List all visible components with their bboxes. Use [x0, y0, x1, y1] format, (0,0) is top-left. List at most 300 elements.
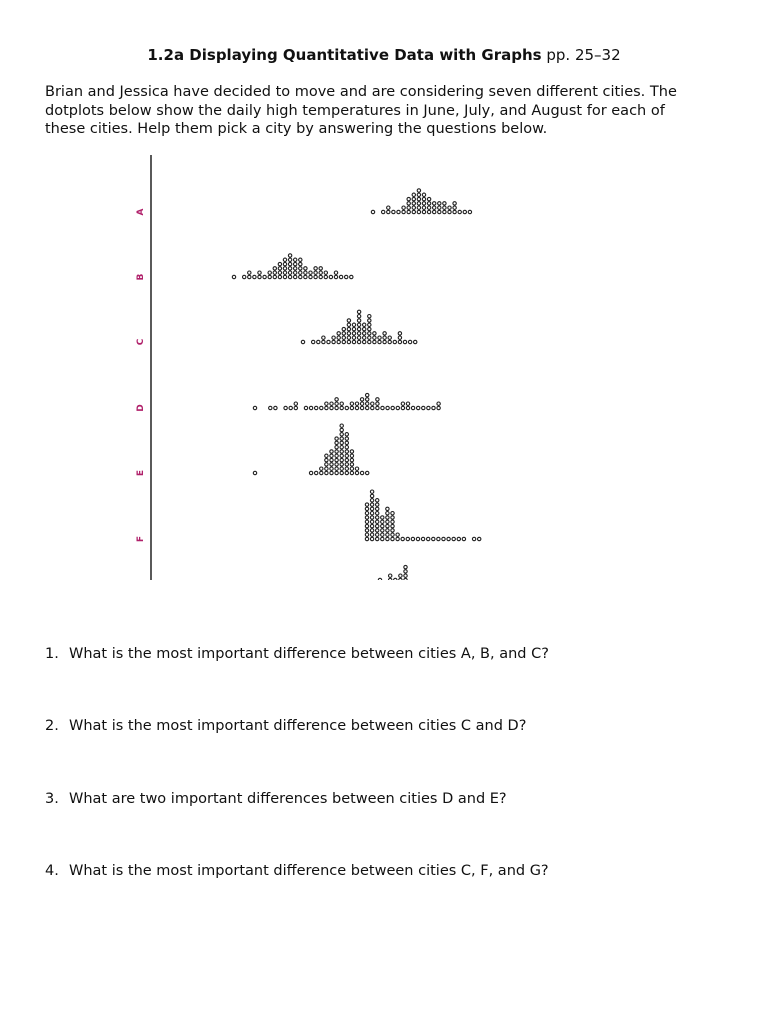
series-label-a: A: [136, 208, 146, 216]
dot-e: [345, 450, 348, 453]
dot-d: [253, 406, 256, 409]
dot-c: [342, 340, 345, 343]
dot-g: [404, 565, 407, 568]
dot-b: [283, 271, 286, 274]
dot-f: [386, 529, 389, 532]
dot-f: [381, 524, 384, 527]
question-number: 3.: [45, 791, 59, 807]
dot-e: [345, 471, 348, 474]
dot-e: [309, 471, 312, 474]
dot-b: [273, 267, 276, 270]
dot-c: [337, 332, 340, 335]
dot-d: [366, 406, 369, 409]
dot-f: [370, 490, 373, 493]
dotplot-figure: [0, 150, 768, 590]
dot-e: [330, 471, 333, 474]
dot-f: [386, 533, 389, 536]
dot-f: [391, 529, 394, 532]
dot-f: [376, 520, 379, 523]
dot-b: [268, 275, 271, 278]
dot-d: [274, 406, 277, 409]
dot-f: [386, 524, 389, 527]
question-number: 2.: [45, 718, 59, 734]
dot-a: [417, 206, 420, 209]
dot-c: [347, 340, 350, 343]
dot-f: [472, 537, 475, 540]
dot-e: [340, 441, 343, 444]
dot-c: [378, 340, 381, 343]
dot-f: [381, 533, 384, 536]
dot-b: [273, 271, 276, 274]
dot-e: [340, 433, 343, 436]
dot-e: [350, 463, 353, 466]
dot-d: [366, 402, 369, 405]
dot-b: [304, 267, 307, 270]
dot-f: [365, 520, 368, 523]
question-3: [45, 790, 507, 808]
dot-g: [389, 578, 392, 581]
dot-f: [381, 520, 384, 523]
dot-b: [299, 275, 302, 278]
dot-a: [387, 210, 390, 213]
dot-e: [340, 458, 343, 461]
dot-b: [304, 271, 307, 274]
dot-f: [365, 503, 368, 506]
dot-d: [269, 406, 272, 409]
dot-e: [325, 471, 328, 474]
dot-e: [340, 437, 343, 440]
question-4: [45, 862, 549, 880]
dot-f: [457, 537, 460, 540]
dot-e: [345, 467, 348, 470]
dot-e: [325, 463, 328, 466]
dot-c: [357, 327, 360, 330]
dot-f: [406, 537, 409, 540]
dot-d: [396, 406, 399, 409]
dot-d: [401, 402, 404, 405]
dot-b: [299, 262, 302, 265]
dot-c: [373, 340, 376, 343]
dot-f: [370, 503, 373, 506]
dot-g: [404, 570, 407, 573]
dot-c: [388, 340, 391, 343]
dot-a: [443, 202, 446, 205]
dot-e: [315, 471, 318, 474]
dot-a: [407, 206, 410, 209]
dot-d: [437, 402, 440, 405]
dot-d: [355, 402, 358, 405]
dot-f: [365, 537, 368, 540]
dot-e: [335, 441, 338, 444]
dot-f: [421, 537, 424, 540]
dot-f: [386, 520, 389, 523]
dot-c: [347, 332, 350, 335]
dot-e: [350, 454, 353, 457]
dot-a: [407, 197, 410, 200]
dot-f: [386, 512, 389, 515]
dot-g: [378, 578, 381, 581]
dot-d: [325, 406, 328, 409]
dot-d: [335, 398, 338, 401]
dot-f: [376, 507, 379, 510]
dot-c: [398, 340, 401, 343]
dot-f: [376, 529, 379, 532]
dot-e: [325, 467, 328, 470]
dot-d: [315, 406, 318, 409]
dot-d: [401, 406, 404, 409]
question-text: What is the most important difference between cities C, F, and G?: [69, 863, 549, 879]
dot-c: [368, 340, 371, 343]
question-2: [45, 717, 526, 735]
dot-b: [278, 275, 281, 278]
dot-f: [365, 512, 368, 515]
dot-g: [399, 574, 402, 577]
intro-line: dotplots below show the daily high temperatures in June, July, and August for each of: [45, 102, 665, 119]
dot-f: [370, 537, 373, 540]
dot-c: [373, 336, 376, 339]
dot-f: [365, 524, 368, 527]
dot-c: [363, 336, 366, 339]
dot-f: [427, 537, 430, 540]
dot-f: [370, 499, 373, 502]
series-label-f: F: [136, 535, 146, 543]
dot-a: [453, 206, 456, 209]
dot-d: [376, 406, 379, 409]
dot-e: [345, 463, 348, 466]
dot-a: [407, 202, 410, 205]
dot-d: [366, 393, 369, 396]
dot-d: [360, 398, 363, 401]
dot-e: [335, 458, 338, 461]
dot-e: [335, 454, 338, 457]
dot-a: [412, 202, 415, 205]
dot-b: [273, 275, 276, 278]
dot-a: [443, 206, 446, 209]
dot-c: [357, 315, 360, 318]
dot-c: [357, 332, 360, 335]
dot-b: [258, 275, 261, 278]
dot-f: [391, 516, 394, 519]
dot-f: [381, 529, 384, 532]
question-number: 1.: [45, 646, 59, 662]
dot-f: [370, 524, 373, 527]
dot-e: [355, 471, 358, 474]
dot-c: [398, 332, 401, 335]
dot-d: [294, 406, 297, 409]
dot-c: [332, 340, 335, 343]
dot-c: [383, 332, 386, 335]
question-text: What are two important differences between cities D and E?: [69, 791, 507, 807]
dot-e: [330, 467, 333, 470]
dot-d: [335, 406, 338, 409]
dot-f: [376, 512, 379, 515]
dot-d: [376, 402, 379, 405]
series-label-c: C: [136, 338, 146, 346]
dot-b: [258, 271, 261, 274]
dot-c: [383, 340, 386, 343]
dot-c: [347, 336, 350, 339]
dot-f: [386, 516, 389, 519]
dot-c: [317, 340, 320, 343]
series-label-e: E: [136, 469, 146, 477]
dot-b: [304, 275, 307, 278]
dot-d: [432, 406, 435, 409]
dot-a: [427, 197, 430, 200]
dot-b: [299, 271, 302, 274]
dot-d: [350, 402, 353, 405]
dot-b: [278, 271, 281, 274]
dot-c: [388, 336, 391, 339]
dot-a: [417, 193, 420, 196]
dot-d: [417, 406, 420, 409]
dot-c: [337, 340, 340, 343]
dot-d: [325, 402, 328, 405]
dot-c: [357, 323, 360, 326]
dot-b: [248, 271, 251, 274]
dot-b: [232, 275, 235, 278]
dot-d: [360, 402, 363, 405]
dot-a: [458, 210, 461, 213]
dot-e: [345, 446, 348, 449]
dot-a: [397, 210, 400, 213]
dot-c: [368, 332, 371, 335]
dot-a: [412, 193, 415, 196]
dot-b: [283, 267, 286, 270]
dot-b: [294, 271, 297, 274]
dot-e: [345, 458, 348, 461]
dot-c: [403, 340, 406, 343]
dot-d: [289, 406, 292, 409]
dot-a: [387, 206, 390, 209]
dot-b: [243, 275, 246, 278]
dot-e: [325, 458, 328, 461]
dot-e: [320, 467, 323, 470]
dot-d: [309, 406, 312, 409]
dot-b: [299, 267, 302, 270]
dot-e: [330, 450, 333, 453]
dot-d: [437, 406, 440, 409]
intro-paragraph: [45, 83, 735, 139]
dot-f: [370, 533, 373, 536]
dot-f: [452, 537, 455, 540]
dot-a: [443, 210, 446, 213]
dot-d: [422, 406, 425, 409]
dot-f: [391, 533, 394, 536]
question-number: 4.: [45, 863, 59, 879]
dot-e: [350, 450, 353, 453]
dot-f: [381, 516, 384, 519]
dot-f: [391, 524, 394, 527]
dot-e: [340, 454, 343, 457]
dot-a: [392, 210, 395, 213]
dot-c: [357, 319, 360, 322]
dot-d: [330, 402, 333, 405]
dot-d: [284, 406, 287, 409]
dot-b: [288, 271, 291, 274]
dot-f: [478, 537, 481, 540]
dot-f: [370, 507, 373, 510]
dot-c: [342, 336, 345, 339]
dot-a: [412, 210, 415, 213]
dot-b: [288, 267, 291, 270]
dot-c: [363, 327, 366, 330]
dot-e: [345, 433, 348, 436]
dot-c: [347, 323, 350, 326]
dot-f: [391, 520, 394, 523]
dot-a: [382, 210, 385, 213]
intro-line: Brian and Jessica have decided to move and are considering seven different cities. The: [45, 84, 677, 100]
dot-f: [442, 537, 445, 540]
dot-b: [309, 275, 312, 278]
dot-c: [393, 340, 396, 343]
dot-e: [340, 467, 343, 470]
dot-d: [355, 406, 358, 409]
dot-e: [355, 467, 358, 470]
dot-a: [438, 206, 441, 209]
dot-c: [368, 323, 371, 326]
dot-c: [368, 319, 371, 322]
dot-b: [350, 275, 353, 278]
dot-c: [337, 336, 340, 339]
dot-f: [432, 537, 435, 540]
dot-b: [263, 275, 266, 278]
dot-a: [468, 210, 471, 213]
dot-b: [253, 275, 256, 278]
dot-d: [381, 406, 384, 409]
dot-a: [422, 210, 425, 213]
dot-c: [368, 327, 371, 330]
dot-d: [406, 402, 409, 405]
dot-b: [314, 267, 317, 270]
dot-a: [422, 202, 425, 205]
dot-f: [401, 537, 404, 540]
dot-c: [363, 323, 366, 326]
dot-a: [422, 193, 425, 196]
dot-a: [438, 210, 441, 213]
dot-b: [314, 275, 317, 278]
dot-e: [330, 454, 333, 457]
dot-g: [394, 578, 397, 581]
dot-d: [340, 402, 343, 405]
dot-d: [406, 406, 409, 409]
series-label-d: D: [136, 404, 146, 412]
dot-b: [324, 275, 327, 278]
dot-g: [389, 574, 392, 577]
dot-e: [340, 463, 343, 466]
dot-c: [301, 340, 304, 343]
dot-a: [417, 210, 420, 213]
dot-e: [330, 458, 333, 461]
dot-b: [248, 275, 251, 278]
dot-f: [391, 512, 394, 515]
dot-a: [448, 210, 451, 213]
dot-f: [370, 529, 373, 532]
dot-b: [288, 275, 291, 278]
dot-a: [417, 202, 420, 205]
dot-f: [370, 512, 373, 515]
dot-a: [402, 210, 405, 213]
dot-d: [360, 406, 363, 409]
dot-c: [347, 319, 350, 322]
dot-f: [396, 533, 399, 536]
dot-c: [352, 340, 355, 343]
dot-a: [433, 206, 436, 209]
dot-e: [350, 471, 353, 474]
dot-e: [335, 471, 338, 474]
dot-c: [363, 332, 366, 335]
dot-a: [463, 210, 466, 213]
dot-e: [340, 424, 343, 427]
dot-f: [462, 537, 465, 540]
dot-e: [335, 467, 338, 470]
series-label-b: B: [136, 273, 146, 281]
dot-b: [334, 271, 337, 274]
dot-b: [268, 271, 271, 274]
dot-c: [357, 310, 360, 313]
dot-d: [391, 406, 394, 409]
dot-e: [325, 454, 328, 457]
dot-b: [294, 267, 297, 270]
dot-a: [433, 210, 436, 213]
dot-f: [365, 507, 368, 510]
dot-a: [448, 206, 451, 209]
dot-e: [253, 471, 256, 474]
dot-e: [366, 471, 369, 474]
dot-f: [376, 524, 379, 527]
dot-e: [335, 437, 338, 440]
dot-d: [411, 406, 414, 409]
dot-c: [347, 327, 350, 330]
dot-f: [381, 537, 384, 540]
dot-c: [342, 327, 345, 330]
dot-f: [365, 516, 368, 519]
dot-f: [376, 499, 379, 502]
page-title: [0, 45, 768, 65]
dot-b: [288, 258, 291, 261]
dot-f: [365, 529, 368, 532]
dot-g: [404, 578, 407, 581]
dot-c: [414, 340, 417, 343]
dot-c: [352, 336, 355, 339]
dot-a: [417, 197, 420, 200]
dot-e: [350, 458, 353, 461]
dot-a: [417, 189, 420, 192]
dot-b: [319, 275, 322, 278]
dot-e: [335, 446, 338, 449]
dot-a: [427, 210, 430, 213]
dot-b: [283, 258, 286, 261]
dot-e: [335, 450, 338, 453]
dot-c: [322, 340, 325, 343]
dot-b: [288, 262, 291, 265]
dot-f: [416, 537, 419, 540]
dot-d: [427, 406, 430, 409]
dot-e: [340, 471, 343, 474]
dot-d: [335, 402, 338, 405]
dot-f: [370, 520, 373, 523]
dot-c: [363, 340, 366, 343]
dot-e: [340, 450, 343, 453]
dot-b: [283, 275, 286, 278]
dot-d: [386, 406, 389, 409]
dot-a: [427, 206, 430, 209]
dot-b: [283, 262, 286, 265]
dot-d: [371, 406, 374, 409]
dot-a: [402, 206, 405, 209]
dot-f: [437, 537, 440, 540]
dot-b: [339, 275, 342, 278]
question-text: What is the most important difference between cities C and D?: [69, 718, 527, 734]
